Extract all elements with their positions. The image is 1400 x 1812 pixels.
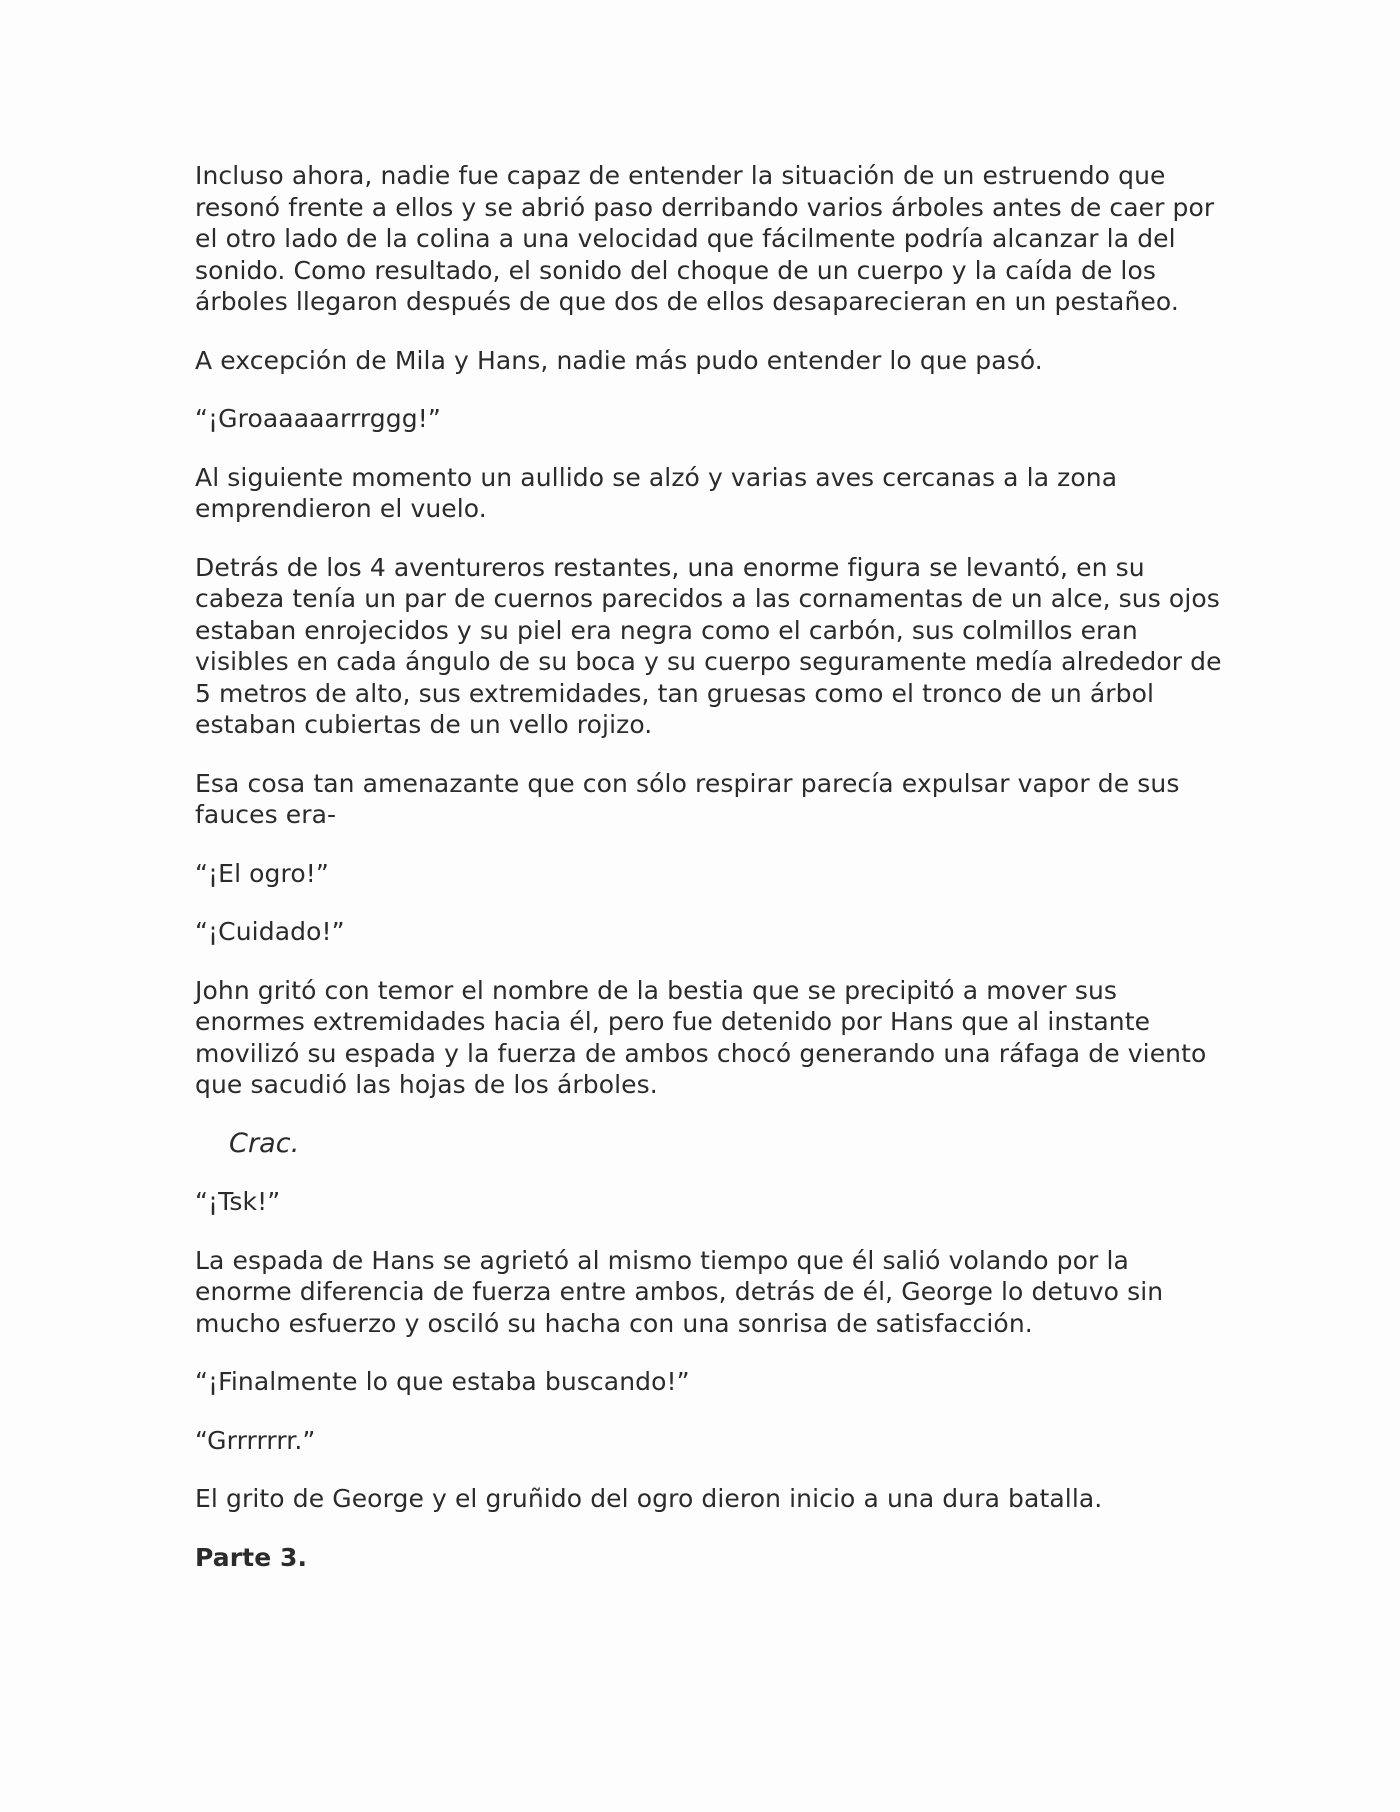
sound-effect-crac: Crac.: [229, 1127, 300, 1159]
paragraph-howl: Al siguiente momento un aullido se alzó y varias aves cercanas a la zona emprendieron el vuelo.: [195, 462, 1118, 523]
dialogue-ogre: “¡El ogro!”: [195, 858, 329, 888]
document-page: [195, 160, 1225, 1573]
dialogue-roar: “¡Groaaaaarrrggg!”: [195, 404, 441, 433]
paragraph-intro: Incluso ahora, nadie fue capaz de entender la situación de un estruendo que resonó frente a ellos y se abrió paso derribando varios árboles antes de caer por el otro lado de la colina a una velocidad que fácilmente podría alcanzar la del sonido. Como resultado, el sonido del choque de un cuerpo y la caída de los árboles llegaron después de que dos de ellos desaparecieran en un pestañeo.: [195, 161, 1215, 316]
dialogue-careful: “¡Cuidado!”: [195, 917, 345, 946]
section-heading: Parte 3.: [195, 1542, 308, 1572]
paragraph-threat: Esa cosa tan amenazante que con sólo respirar parecía expulsar vapor de sus fauces era-: [195, 768, 1180, 829]
paragraph-mila-hans: A excepción de Mila y Hans, nadie más pudo entender lo que pasó.: [195, 345, 1043, 375]
dialogue-growl: “Grrrrrrr.”: [195, 1425, 316, 1455]
paragraph-figure-description: Detrás de los 4 aventureros restantes, una enorme figura se levantó, en su cabeza tenía un par de cuernos parecidos a las cornamentas de un alce, sus ojos estaban enrojecidos y su piel era negra como el carbón, sus colmillos eran visibles en cada ángulo de su boca y su cuerpo seguramente medía alrededor de 5 metros de alto, sus extremidades, tan gruesas como el tronco de un árbol estaban cubiertas de un vello rojizo.: [195, 552, 1222, 739]
paragraph-battle: El grito de George y el gruñido del ogro dieron inicio a una dura batalla.: [195, 1484, 1103, 1513]
dialogue-tsk: “¡Tsk!”: [195, 1187, 281, 1216]
dialogue-finally: “¡Finalmente lo que estaba buscando!”: [195, 1367, 690, 1396]
paragraph-john: John gritó con temor el nombre de la bestia que se precipitó a mover sus enormes extremidades hacia él, pero fue detenido por Hans que al instante movilizó su espada y la fuerza de ambos chocó generando una ráfaga de viento que sacudió las hojas de los árboles.: [195, 975, 1207, 1099]
paragraph-sword-crack: La espada de Hans se agrietó al mismo tiempo que él salió volando por la enorme diferencia de fuerza entre ambos, detrás de él, George lo detuvo sin mucho esfuerzo y osciló su hacha con una sonrisa de satisfacción.: [195, 1245, 1164, 1338]
